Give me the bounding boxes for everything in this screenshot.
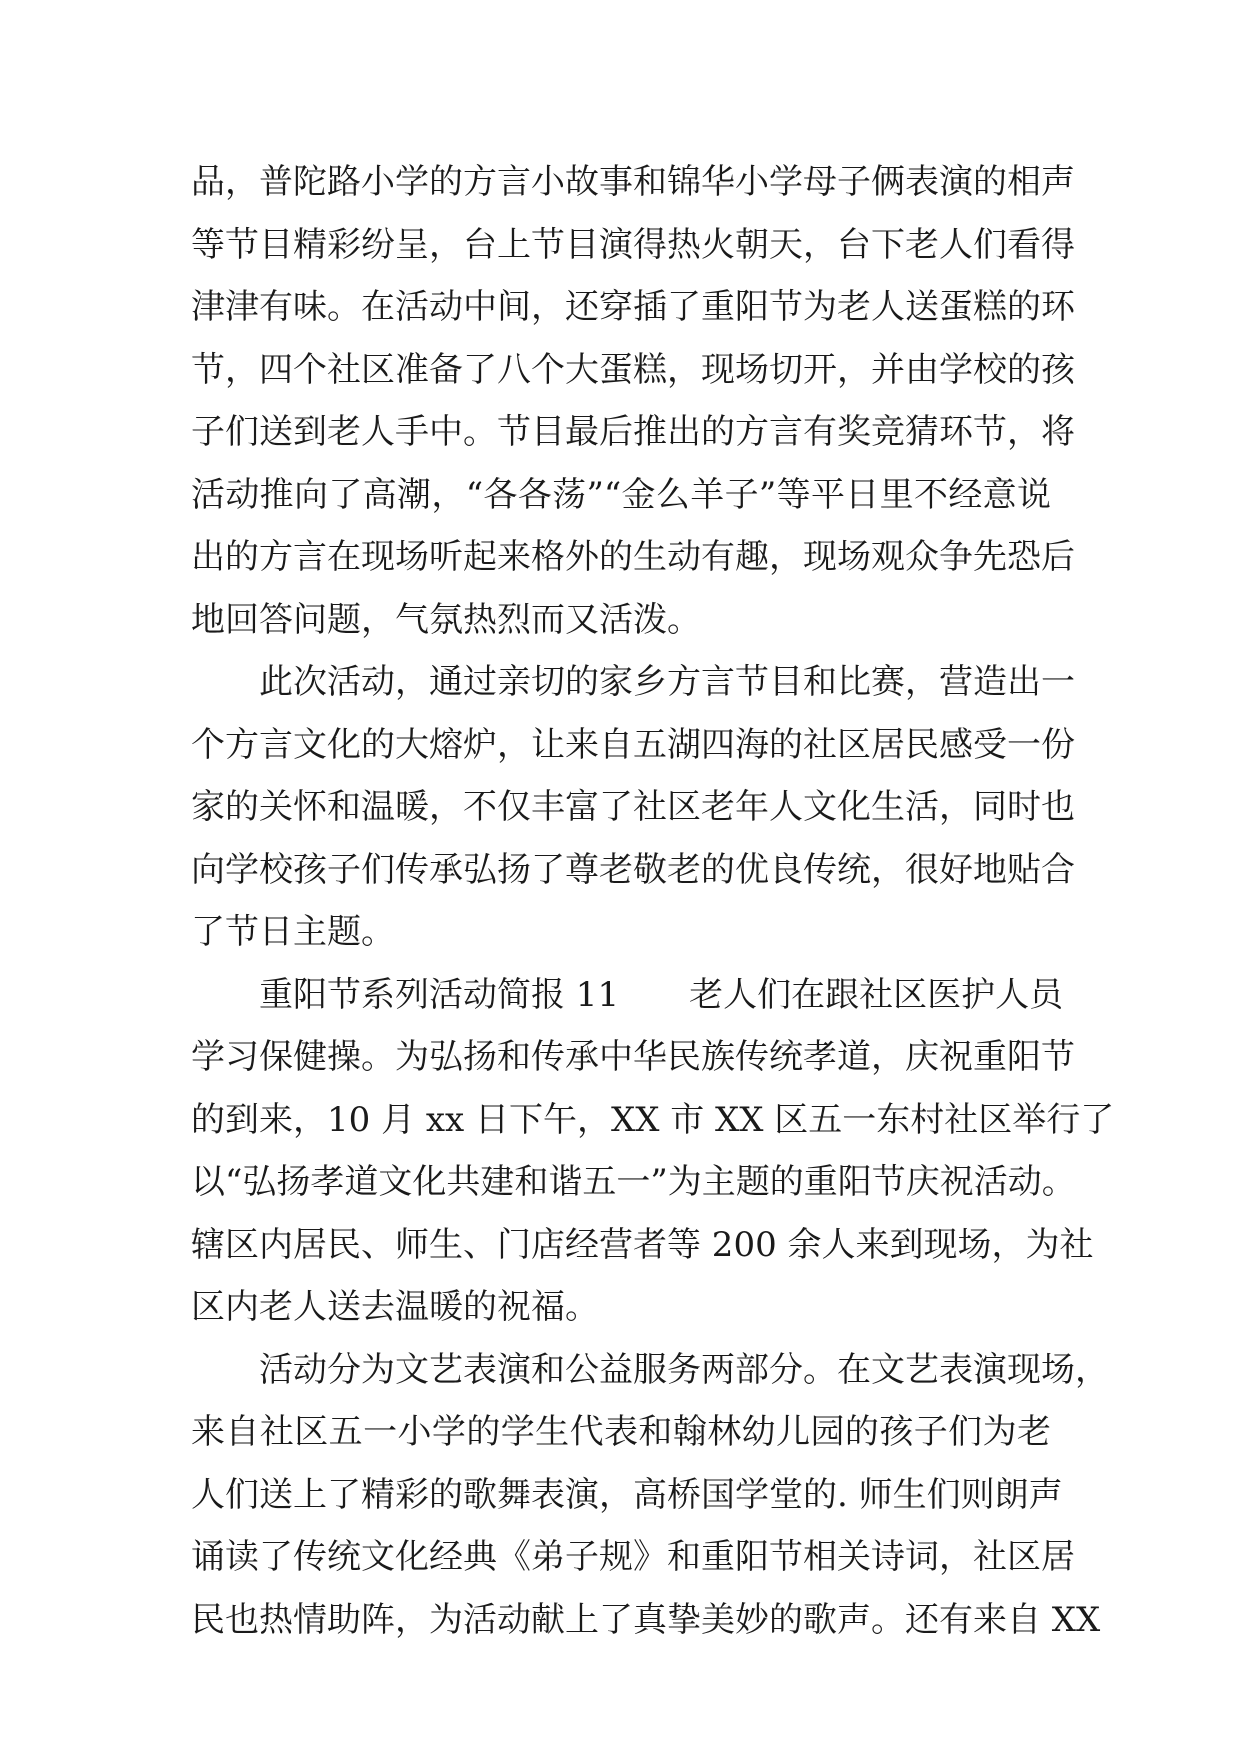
text-line: 向学校孩子们传承弘扬了尊老敬老的优良传统，很好地贴合 <box>191 849 1075 890</box>
paragraph-first-line: 此次活动，通过亲切的家乡方言节目和比赛，营造出一 <box>259 662 1075 702</box>
document-body <box>191 151 1115 1651</box>
text-line: 学习保健操。为弘扬和传承中华民族传统孝道，庆祝重阳节 <box>191 1037 1075 1077</box>
text-line: 以“弘扬孝道文化共建和谐五一”为主题的重阳节庆祝活动。 <box>191 1162 1076 1202</box>
text-line: 辖区内居民、师生、门店经营者等 200 余人来到现场，为社 <box>191 1224 1094 1265</box>
text-line: 诵读了传统文化经典《弟子规》和重阳节相关诗词，社区居 <box>191 1537 1075 1577</box>
text-line: 民也热情助阵，为活动献上了真挚美妙的歌声。还有来自 XX <box>191 1599 1101 1640</box>
text-line: 地回答问题，气氛热烈而又活泼。 <box>191 599 701 640</box>
text-line: 等节目精彩纷呈，台上节目演得热火朝天，台下老人们看得 <box>191 224 1075 265</box>
text-line: 个方言文化的大熔炉，让来自五湖四海的社区居民感受一份 <box>191 724 1075 765</box>
text-line: 人们送上了精彩的歌舞表演，高桥国学堂的. 师生们则朗声 <box>191 1474 1063 1515</box>
text-line: 了节日主题。 <box>191 912 395 952</box>
text-line: 品，普陀路小学的方言小故事和锦华小学母子俩表演的相声 <box>191 162 1075 202</box>
text-line: 的到来，10 月 xx 日下午，XX 市 XX 区五一东村社区举行了 <box>191 1099 1115 1140</box>
paragraph-first-line: 活动分为文艺表演和公益服务两部分。在文艺表演现场， <box>259 1349 1109 1390</box>
section-heading: 重阳节系列活动简报 11 <box>259 974 620 1015</box>
photo-caption: 老人们在跟社区医护人员 <box>689 974 1064 1015</box>
text-line: 出的方言在现场听起来格外的生动有趣，现场观众争先恐后 <box>191 537 1075 577</box>
text-line: 来自社区五一小学的学生代表和翰林幼儿园的孩子们为老 <box>191 1412 1051 1452</box>
text-line: 活动推向了高潮，“各各荡”“金么羊子”等平日里不经意说 <box>191 474 1051 515</box>
section-heading-line <box>191 964 1064 1027</box>
text-line: 子们送到老人手中。节目最后推出的方言有奖竞猜环节，将 <box>191 412 1075 452</box>
text-line: 区内老人送去温暖的祝福。 <box>191 1287 599 1327</box>
text-line: 家的关怀和温暖，不仅丰富了社区老年人文化生活，同时也 <box>191 787 1075 827</box>
text-line: 津津有味。在活动中间，还穿插了重阳节为老人送蛋糕的环 <box>191 287 1075 327</box>
text-line: 节，四个社区准备了八个大蛋糕，现场切开，并由学校的孩 <box>191 349 1075 390</box>
